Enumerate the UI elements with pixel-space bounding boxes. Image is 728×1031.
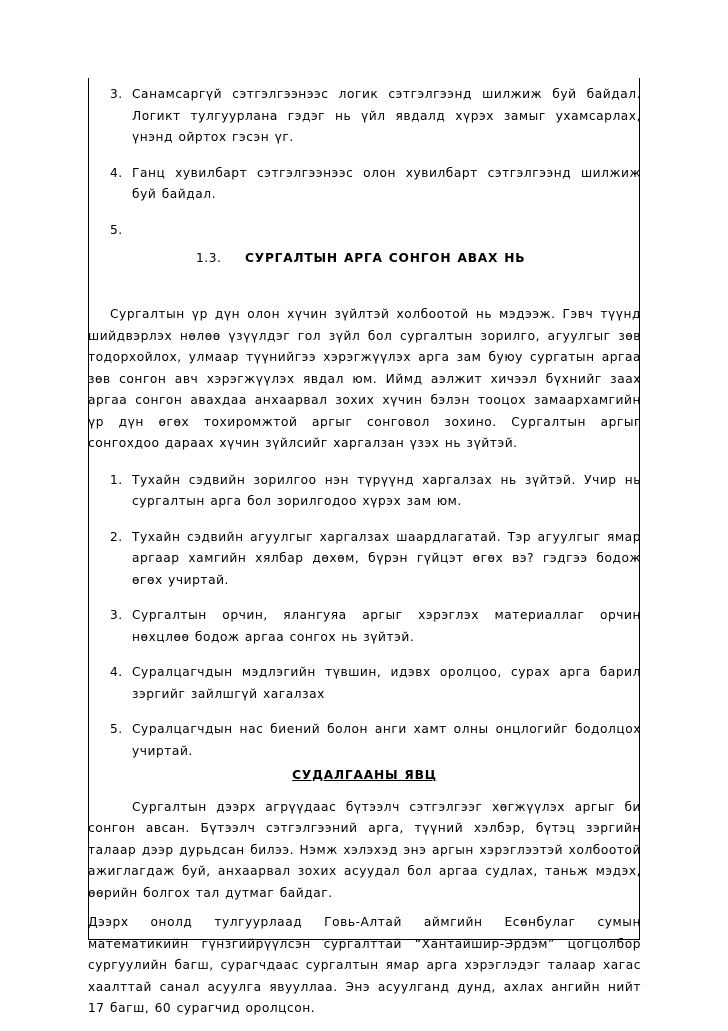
section-title: СУДАЛГААНЫ ЯВЦ — [292, 768, 437, 782]
heading-title: СУРГАЛТЫН АРГА СОНГОН АВАХ НЬ — [245, 251, 526, 265]
list-item — [88, 470, 641, 513]
list-number: 5. — [110, 722, 123, 736]
list-text: Суралцагчдын мэдлэгийн түвшин, идэвх оролцоо, сурах арга барил зэргийг зайлшгүй хагалзах — [132, 665, 641, 701]
list-item — [88, 662, 641, 705]
body-paragraph: Дээрх онолд тулгуурлаад Говь-Алтай аймгийн Есөнбулаг сумын математикийн гүнзгийрүүлсэн сургалттай “Хантайшир-Эрдэм” цогцолбор сургуулийн багш, сурагчдаас сургалтын ямар арга хэрэглэдэг талаар хагас хаалттай санал асуулга явууллаа. Энэ асуулганд дунд, ахлах ангийн нийт 17 багш, 60 сурагчид оролцсон. — [88, 915, 641, 1015]
list-item — [88, 605, 641, 648]
list-text: Сургалтын орчин, ялангуяа аргыг хэрэглэх материаллаг орчин нөхцлөө бодож аргаа сонгох нь зүйтэй. — [132, 608, 641, 644]
list-number: 4. — [110, 165, 123, 180]
body-paragraph: Сургалтын үр дүн олон хүчин зүйлтэй холбоотой нь мэдээж. Гэвч түүнд шийдвэрлэх нөлөө үзүүлдэг гол зүйл бол сургалтын зорилго, агуулгыг зөв тодорхойлох, улмаар түүнийгээ хэрэгжүүлэх арга зам буюу сургатын аргаа зөв сонгон авч хэрэгжүүлэх явдал юм. Иймд аэлжит хичээл бүхнийг заах аргаа сонгон авахдаа анхаарвал зохих хүчин бэлэн тооцох замаархамгийн үр дүн өгөх тохиромжтой аргыг сонговол зохино. Сургалтын аргыг сонгохдоо дараах хүчин зүйлсийг харгалзан үзэх нь зүйтэй. — [88, 307, 641, 450]
heading-number: 1.3. — [196, 251, 222, 265]
body-paragraph: Сургалтын дээрх агрүүдаас бүтээлч сэтгэлгээг хөгжүүлэх аргыг би сонгон авсан. Бүтээлч сэтгэлгээний арга, түүний хэлбэр, бүтэц зэргийн талаар дээр дурьдсан билээ. Нэмж хэлэхэд энэ аргын хэрэглээтэй холбоотой ажиглагдаж буй, анхаарвал зохих асуудал бол аргаа судлах, таньж мэдэх, өөрийн болгох тал дутмаг байдаг. — [88, 799, 641, 900]
list-number: 3. — [110, 87, 123, 101]
list-text: Санамсаргүй сэтгэлгээнээс логик сэтгэлгээнд шилжиж буй байдал. Логикт тулгуурлана гэдэг нь үйл явдалд хүрэх замыг ухамсарлах, үнэнд ойртох гэсэн үг. — [132, 87, 641, 144]
list-text: Тухайн сэдвийн агуулгыг харгалзах шаардлагатай. Тэр агуулгыг ямар аргаар хамгийн хялбар дөхөм, бүрэн гүйцэт өгөх вэ? гэдгээ бодож өгөх учиртай. — [132, 529, 641, 587]
list-item — [88, 84, 641, 149]
list-text: Тухайн сэдвийн зорилгоо нэн түрүүнд харгалзах нь зүйтэй. Учир нь сургалтын арга бол зорилгодоо хүрэх зам юм. — [132, 472, 641, 508]
document-body — [88, 84, 641, 1020]
list-number: 1. — [110, 472, 123, 487]
list-number: 4. — [110, 665, 123, 679]
list-text: Суралцагчдын нас биений болон анги хамт олны онцлогийг бодолцох учиртай. — [132, 722, 641, 758]
list-item — [88, 719, 641, 762]
list-item — [88, 163, 641, 206]
section-heading — [88, 248, 641, 270]
list-text: Ганц хувилбарт сэтгэлгээнээс олон хувилбарт сэтгэлгээнд шилжиж буй байдал. — [132, 165, 641, 201]
list-item — [88, 220, 641, 242]
list-item — [88, 527, 641, 592]
list-number: 2. — [110, 529, 123, 544]
list-text — [132, 223, 137, 237]
list-number: 5. — [110, 222, 123, 237]
list-number: 3. — [110, 608, 123, 622]
